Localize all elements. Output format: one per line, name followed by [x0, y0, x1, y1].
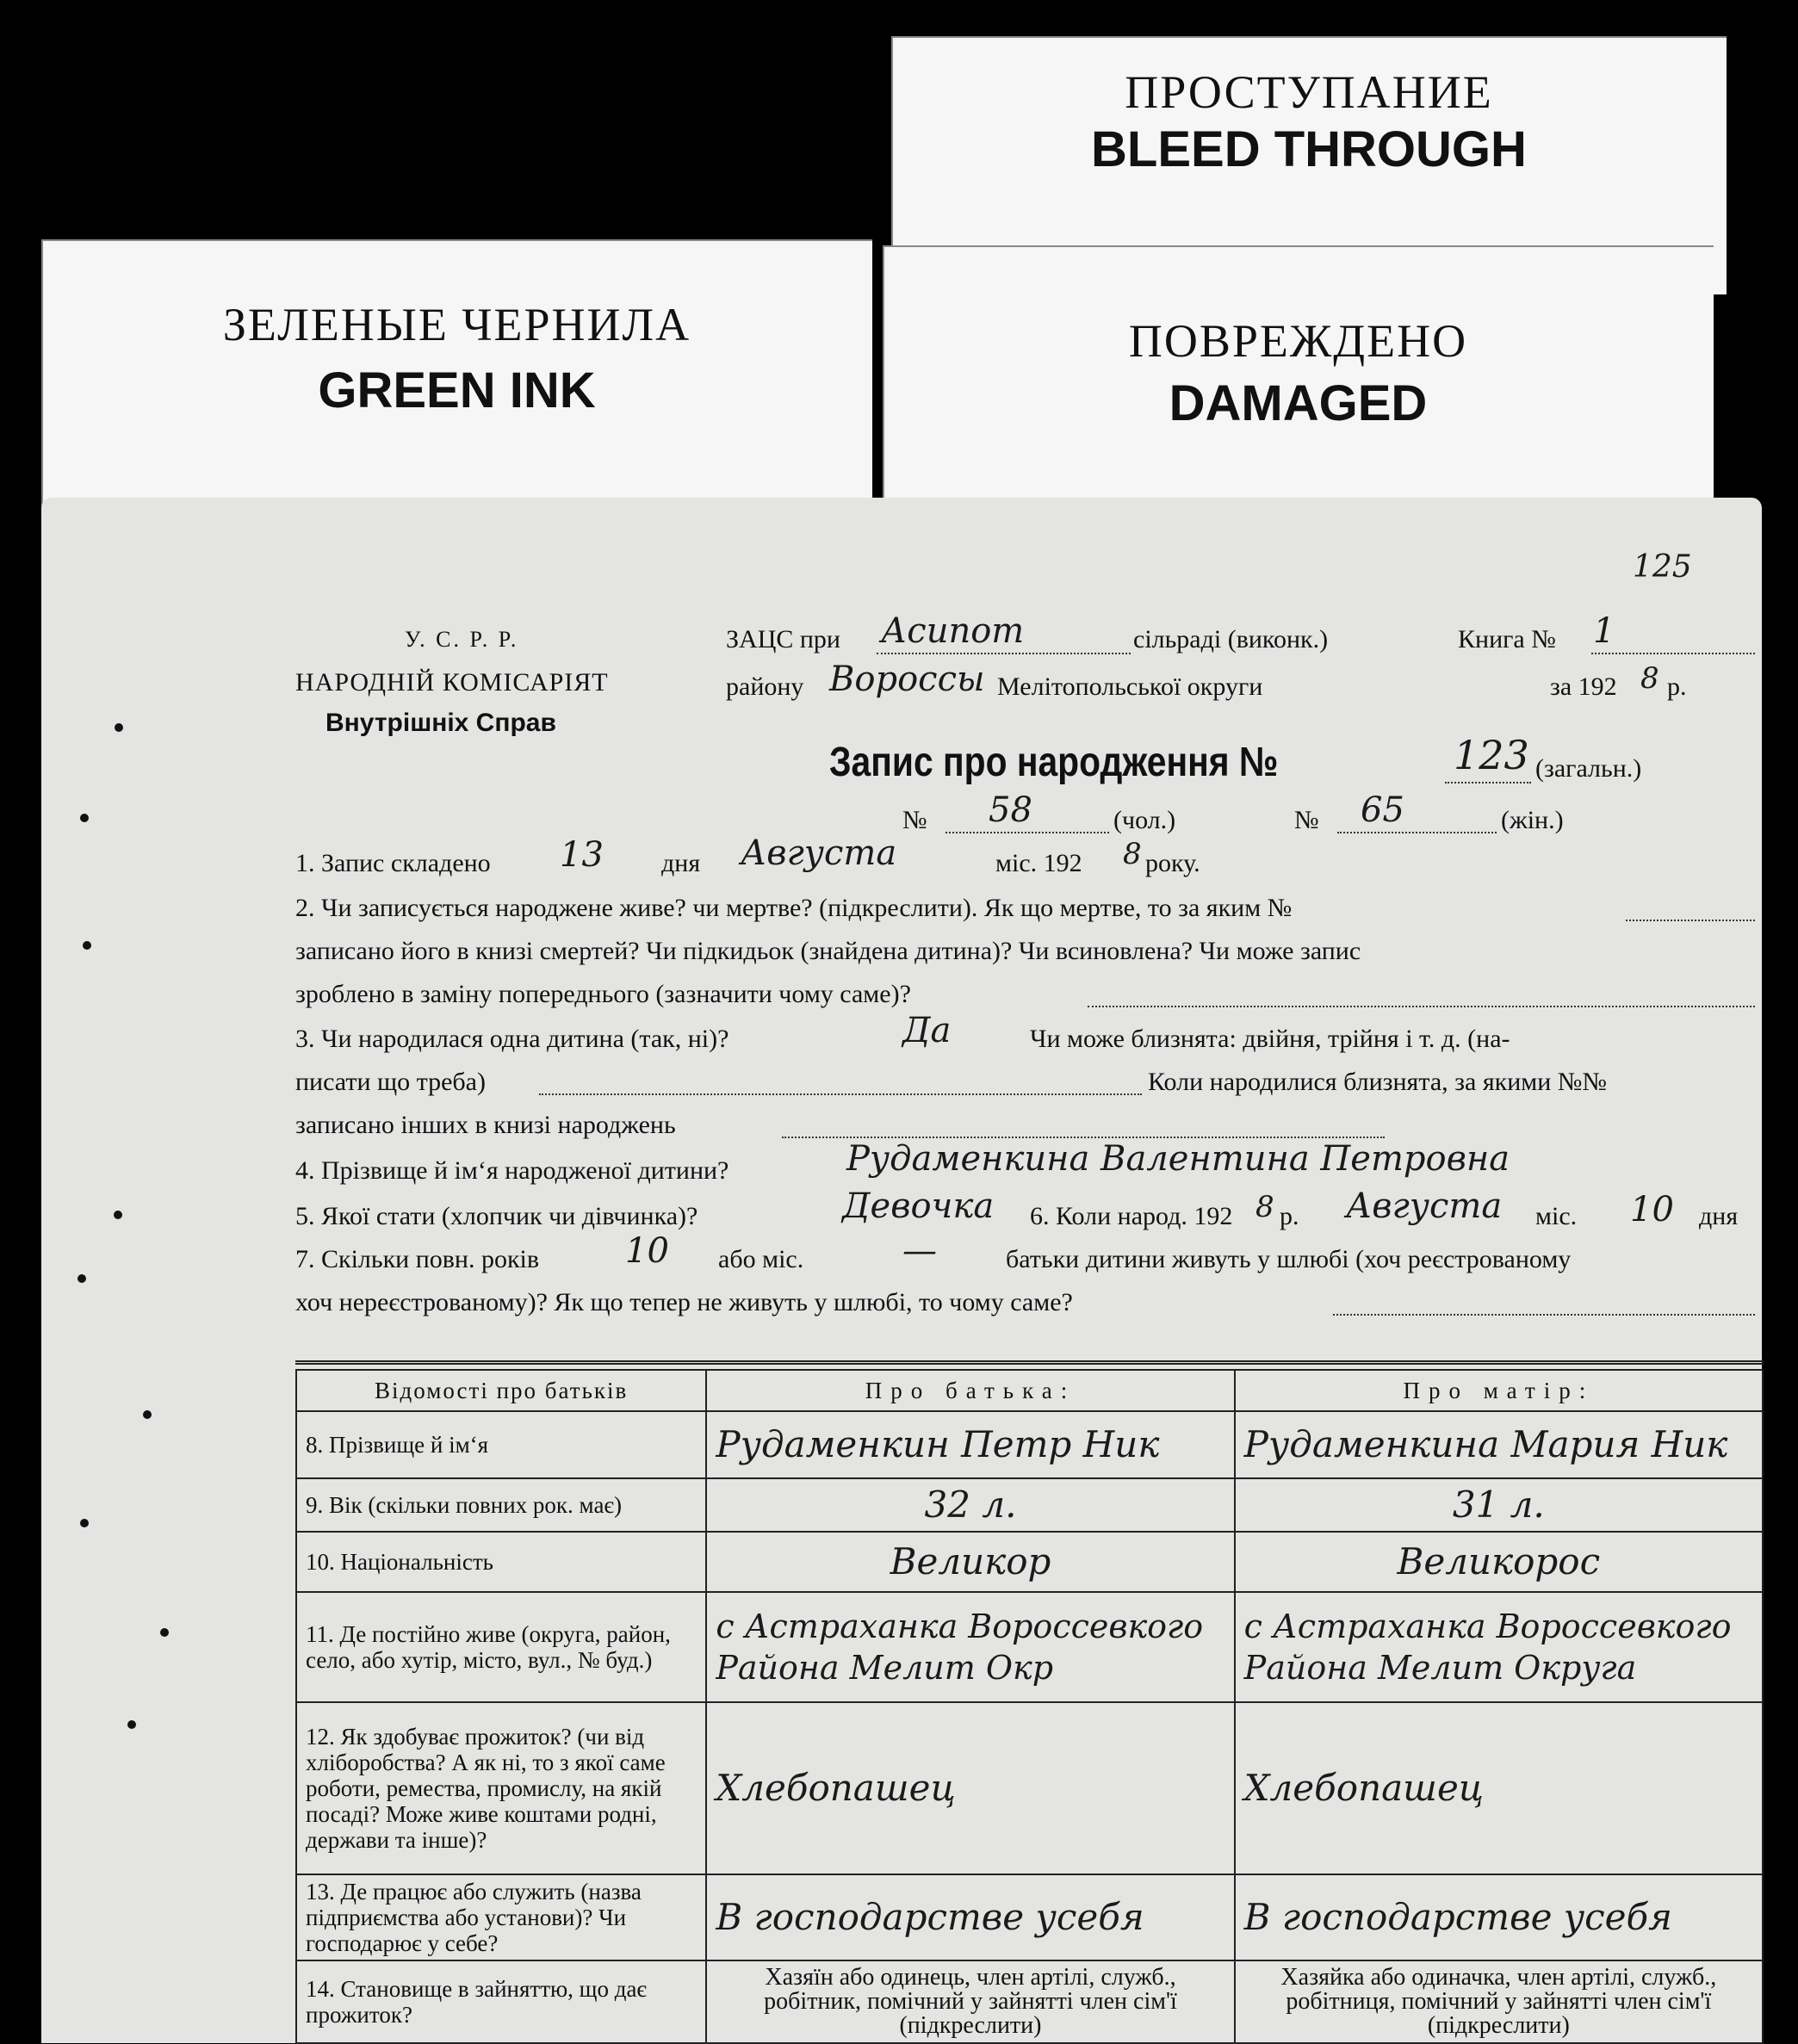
q4-label: 4. Прізвище й ім‘я народженої дитини?	[295, 1156, 729, 1185]
dotted-line	[1337, 832, 1497, 833]
q7-marriage-label: батьки дитини живуть у шлюбі (хоч реєстрованому	[1006, 1245, 1572, 1273]
child-sex-field: Девочка	[842, 1186, 995, 1226]
q2-line2: записано його в книзі смертей? Чи підкидьок (знайдена дитина)? Чи всиновлена? Чи може запис	[295, 937, 1361, 965]
header-mother: Про матір:	[1235, 1370, 1763, 1411]
father-age-field: 32 л.	[706, 1478, 1234, 1532]
punch-hole	[127, 1720, 136, 1729]
q7-line2: хоч нереєстрованому)? Як що тепер не живуть у шлюбі, то чому саме?	[295, 1288, 1073, 1316]
male-label: (чол.)	[1113, 806, 1176, 834]
q1-month-label: міс. 192	[995, 849, 1082, 877]
q1-year-label: року.	[1145, 849, 1200, 877]
row-label: 9. Вік (скільки повних рок. має)	[296, 1478, 706, 1532]
page-number: 125	[1633, 549, 1692, 585]
damaged-label-ru: ПОВРЕЖДЕНО	[1128, 315, 1468, 367]
mother-address-field: с Астраханка Вороссевкого Района Мелит Округа	[1235, 1592, 1763, 1702]
father-address-field: с Астраханка Вороссевкого Района Мелит Окр	[706, 1592, 1234, 1702]
usrr-label: У. С. Р. Р.	[405, 627, 519, 652]
birth-record-form	[41, 498, 1762, 2043]
book-number-field: 1	[1593, 611, 1615, 651]
commissariat-label: НАРОДНІЙ КОМІСАРІЯТ	[295, 668, 609, 697]
internal-affairs-label: Внутрішніх Справ	[326, 709, 556, 737]
q1-day-label: дня	[661, 849, 701, 877]
dotted-line	[1626, 920, 1755, 921]
father-workplace-field: В господарстве усебя	[706, 1874, 1234, 1960]
dotted-line	[1591, 653, 1755, 654]
row-label: 13. Де працює або служить (назва підприємства або установи)? Чи господарює у себе?	[296, 1874, 706, 1960]
selrada-label: сільраді (виконк.)	[1133, 625, 1329, 653]
row-label: 11. Де постійно живе (округа, район, село, або хутір, місто, вул., № буд.)	[296, 1592, 706, 1702]
female-number-field: 65	[1361, 790, 1404, 830]
female-label: (жін.)	[1501, 806, 1564, 834]
row-label: 8. Прізвище й ім‘я	[296, 1411, 706, 1478]
q2-line1: 2. Чи записується народжене живе? чи мертве? (підкреслити). Як що мертве, то за яким №	[295, 894, 1293, 922]
rayon-name-field: Вороссы	[829, 660, 985, 699]
q1-day-field: 13	[560, 835, 604, 875]
mother-name-field: Рудаменкина Мария Ник	[1235, 1411, 1763, 1478]
father-occupation-field: Хлебопашец	[706, 1702, 1234, 1874]
father-status-options: Хазяїн або одинець, член артілі, служб., робітник, помічний у зайнятті член сім'ї (підкреслити)	[706, 1960, 1234, 2043]
father-name-field: Рудаменкин Петр Ник	[706, 1411, 1234, 1478]
q5-label: 5. Якої стати (хлопчик чи дівчинка)?	[295, 1202, 698, 1230]
punch-hole	[160, 1628, 169, 1637]
header-info: Відомості про батьків	[296, 1370, 706, 1411]
table-top-rule	[295, 1360, 1764, 1365]
birth-year-field: 8	[1256, 1190, 1274, 1224]
punch-hole	[115, 723, 123, 732]
row-label: 14. Становище в зайняттю, що дає прожиток?	[296, 1960, 706, 2043]
q6-year-label: р.	[1280, 1202, 1299, 1230]
q7-months-label: або міс.	[718, 1245, 804, 1273]
q3-line2b: Коли народилися близнята, за якими №№	[1148, 1068, 1608, 1096]
dotted-line	[946, 832, 1109, 833]
punch-hole	[83, 941, 91, 950]
table-row	[296, 1411, 1763, 1478]
q1-label: 1. Запис складено	[295, 849, 491, 877]
female-no-label: №	[1294, 806, 1319, 834]
marriage-months-field: —	[902, 1231, 937, 1271]
record-title: Запис про народження №	[829, 740, 1279, 785]
mother-nationality-field: Великорос	[1235, 1532, 1763, 1592]
green-ink-card	[41, 239, 872, 523]
q6-month-label: міс.	[1535, 1202, 1578, 1230]
bleed-through-label-en: BLEED THROUGH	[1091, 121, 1527, 177]
birth-day-field: 10	[1630, 1190, 1674, 1229]
damaged-card	[883, 245, 1714, 530]
q3-single-birth-field: Да	[902, 1011, 952, 1050]
dotted-line	[1333, 1314, 1755, 1316]
okruga-label: Мелітопольської округи	[997, 672, 1263, 701]
q6-label: 6. Коли народ. 192	[1030, 1202, 1233, 1230]
punch-hole	[143, 1410, 152, 1419]
green-ink-label-en: GREEN INK	[318, 362, 596, 418]
dotted-line	[1445, 782, 1531, 784]
punch-hole	[80, 814, 89, 822]
table-row	[296, 1478, 1763, 1532]
table-row	[296, 1702, 1763, 1874]
father-nationality-field: Великор	[706, 1532, 1234, 1592]
table-row	[296, 1874, 1763, 1960]
male-no-label: №	[902, 806, 927, 834]
damaged-label-en: DAMAGED	[1169, 375, 1428, 431]
parents-table	[295, 1369, 1764, 2044]
zags-prefix: ЗАЦС при	[726, 625, 840, 653]
rayon-label: району	[726, 672, 804, 701]
header-father: Про батька:	[706, 1370, 1234, 1411]
row-label: 10. Національність	[296, 1532, 706, 1592]
selrada-name-field: Асипот	[881, 611, 1025, 651]
q1-year-field: 8	[1123, 837, 1142, 871]
table-row	[296, 1532, 1763, 1592]
birth-month-field: Августа	[1346, 1186, 1503, 1226]
general-label: (загальн.)	[1535, 754, 1642, 783]
dotted-line	[877, 653, 1131, 654]
green-ink-label-ru: ЗЕЛЕНЫЕ ЧЕРНИЛА	[222, 299, 691, 350]
q3-line3: записано інших в книзі народжень	[295, 1111, 676, 1139]
year-label: за 192	[1550, 672, 1617, 701]
q3-twins-label: Чи може близнята: двійня, трійня і т. д. (на-	[1030, 1025, 1510, 1053]
punch-hole	[114, 1211, 122, 1219]
book-label: Книга №	[1458, 625, 1556, 653]
q6-day-label: дня	[1699, 1202, 1739, 1230]
table-row	[296, 1960, 1763, 2043]
mother-age-field: 31 л.	[1235, 1478, 1763, 1532]
year-digit-field: 8	[1640, 661, 1659, 696]
q1-month-field: Августа	[741, 833, 897, 873]
mother-workplace-field: В господарстве усебя	[1235, 1874, 1763, 1960]
male-number-field: 58	[989, 790, 1032, 830]
dotted-line	[782, 1137, 1385, 1138]
mother-status-options: Хазяйка або одиначка, член артілі, служб., робітниця, помічний у зайнятті член сім'ї (підкреслити)	[1235, 1960, 1763, 2043]
dotted-line	[1088, 1006, 1755, 1007]
q2-line3: зроблено в заміну попереднього (зазначити чому саме)?	[295, 980, 911, 1008]
dotted-line	[539, 1093, 1142, 1095]
q3-label: 3. Чи народилася одна дитина (так, ні)?	[295, 1025, 729, 1053]
q7-label: 7. Скільки повн. років	[295, 1245, 540, 1273]
year-suffix: р.	[1667, 672, 1687, 701]
mother-occupation-field: Хлебопашец	[1235, 1702, 1763, 1874]
punch-hole	[80, 1519, 89, 1527]
row-label: 12. Як здобуває прожиток? (чи від хліборобства? А як ні, то з якої саме роботи, ремества, промислу, на якій посаді? Може живе коштами родні, держави та інше)?	[296, 1702, 706, 1874]
q3-line2a: писати що треба)	[295, 1068, 486, 1096]
bleed-through-label-ru: ПРОСТУПАНИЕ	[1125, 66, 1493, 118]
table-row	[296, 1592, 1763, 1702]
punch-hole	[78, 1274, 86, 1283]
record-number-field: 123	[1454, 732, 1529, 778]
table-header-row	[296, 1370, 1763, 1411]
marriage-years-field: 10	[625, 1231, 669, 1271]
child-name-field: Рудаменкина Валентина Петровна	[846, 1139, 1510, 1179]
